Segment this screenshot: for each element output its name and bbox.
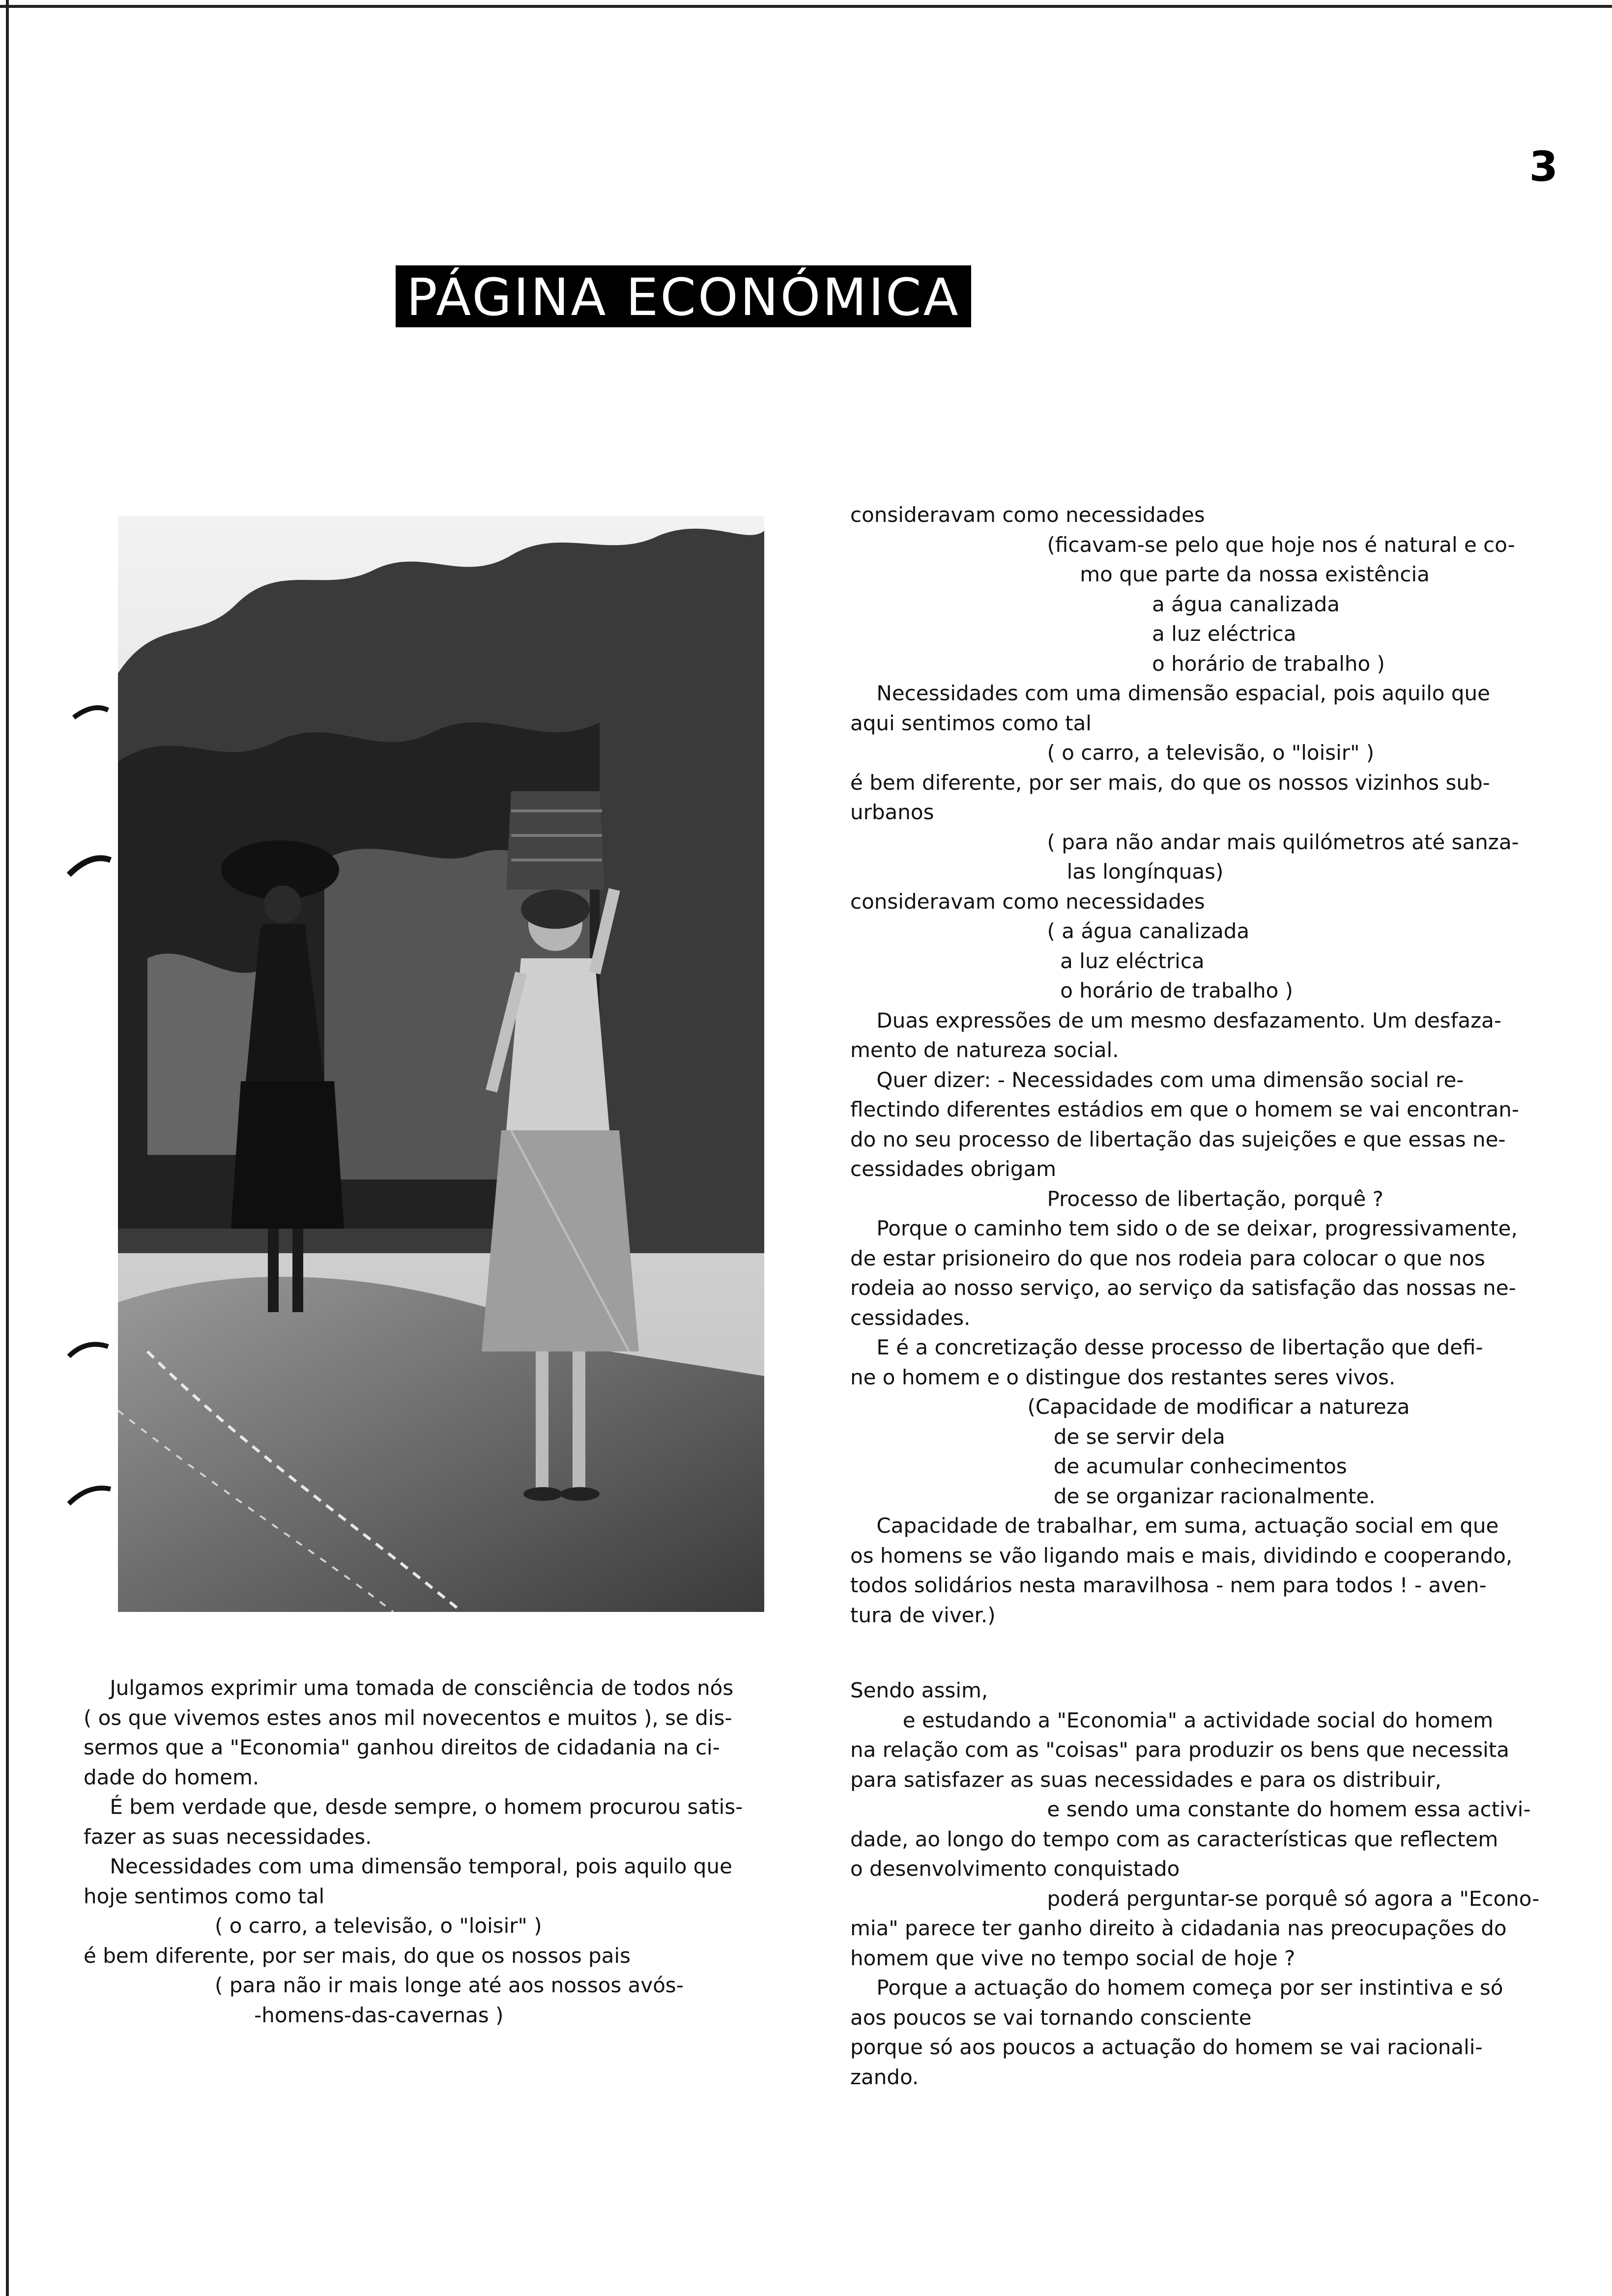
page-title: PÁGINA ECONÓMICA [396,265,971,327]
text-line: fazer as suas necessidades. [84,1824,372,1849]
text-line: flectindo diferentes estádios em que o homem se vai encontran- [850,1097,1520,1121]
text-line: mo que parte da nossa existência [850,562,1430,586]
text-line: cessidades obrigam [850,1157,1057,1181]
text-line: aos poucos se vai tornando consciente [850,2005,1252,2030]
text-line: Duas expressões de um mesmo desfazamento. Um desfaza- [850,1008,1502,1033]
text-line: mia" parece ter ganho direito à cidadania nas preocupações do [850,1916,1507,1940]
text-line: ne o homem e o distingue dos restantes seres vivos. [850,1365,1396,1389]
text-line: o horário de trabalho ) [850,651,1385,676]
text-line: tura de viver.) [850,1603,996,1627]
text-line: Necessidades com uma dimensão espacial, pois aquilo que [850,681,1490,705]
text-line: hoje sentimos como tal [84,1884,325,1908]
text-line: do no seu processo de libertação das sujeições e que essas ne- [850,1127,1506,1151]
text-line: o desenvolvimento conquistado [850,1857,1180,1881]
text-line: ( para não ir mais longe até aos nossos avós- [84,1973,684,1997]
text-line: na relação com as "coisas" para produzir os bens que necessita [850,1738,1509,1762]
text-line: mento de natureza social. [850,1038,1119,1062]
text-line: de acumular conhecimentos [850,1454,1347,1478]
text-line: Processo de libertação, porquê ? [850,1186,1383,1211]
text-line: Capacidade de trabalhar, em suma, actuação social em que [850,1514,1499,1538]
article-text-right-top [850,500,1533,1630]
text-line: consideravam como necessidades [850,503,1205,527]
text-line: porque só aos poucos a actuação do homem se vai racionali- [850,2035,1483,2059]
text-line: a luz eléctrica [850,948,1205,973]
text-line: Quer dizer: - Necessidades com uma dimensão social re- [850,1067,1464,1092]
text-line: Julgamos exprimir uma tomada de consciência de todos nós [84,1676,734,1700]
text-line: a luz eléctrica [850,622,1296,646]
text-line: de estar prisioneiro do que nos rodeia para colocar o que nos [850,1246,1485,1270]
text-line: urbanos [850,800,934,824]
text-line: (Capacidade de modificar a natureza [850,1395,1410,1419]
text-line: E é a concretização desse processo de libertação que defi- [850,1335,1483,1359]
text-line: ( a água canalizada [850,919,1250,943]
article-text-left-bottom [84,1673,772,2030]
page-number: 3 [1529,143,1558,191]
text-line: (ficavam-se pelo que hoje nos é natural e co- [850,532,1515,557]
text-line: o horário de trabalho ) [850,978,1294,1003]
text-line: poderá perguntar-se porquê só agora a "Econo- [850,1886,1540,1911]
text-line: de se organizar racionalmente. [850,1484,1376,1508]
text-line: ( os que vivemos estes anos mil novecentos e muitos ), se dis- [84,1705,732,1730]
text-line: e estudando a "Economia" a actividade social do homem [850,1708,1494,1732]
text-line: a água canalizada [850,592,1340,616]
photo-women-carrying-baskets [118,516,764,1612]
text-line: é bem diferente, por ser mais, do que os nossos vizinhos sub- [850,770,1490,795]
text-line: Porque o caminho tem sido o de se deixar, progressivamente, [850,1216,1518,1240]
text-line: ( para não andar mais quilómetros até sanza- [850,830,1519,854]
text-line: para satisfazer as suas necessidades e para os distribuir, [850,1767,1441,1792]
text-line: homem que vive no tempo social de hoje ? [850,1946,1295,1970]
text-line: e sendo uma constante do homem essa activi- [850,1797,1531,1821]
text-line: os homens se vão ligando mais e mais, dividindo e cooperando, [850,1543,1513,1568]
text-line: dade, ao longo do tempo com as características que reflectem [850,1827,1498,1851]
text-line: -homens-das-cavernas ) [84,2003,504,2027]
text-line: aqui sentimos como tal [850,711,1092,735]
text-line: sermos que a "Economia" ganhou direitos de cidadania na ci- [84,1735,720,1759]
text-line: cessidades. [850,1305,971,1330]
text-line: las longínquas) [850,860,1224,884]
text-line: de se servir dela [850,1424,1225,1449]
text-line: É bem verdade que, desde sempre, o homem procurou satis- [84,1795,743,1819]
text-line: rodeia ao nosso serviço, ao serviço da satisfação das nossas ne- [850,1276,1516,1300]
text-line: é bem diferente, por ser mais, do que os nossos pais [84,1943,631,1968]
text-line: dade do homem. [84,1765,259,1789]
article-text-right-bottom [850,1676,1540,2092]
text-line: zando. [850,2065,919,2089]
text-line: consideravam como necessidades [850,889,1205,914]
text-line: todos solidários nesta maravilhosa - nem para todos ! - aven- [850,1573,1487,1597]
text-line: Porque a actuação do homem começa por ser instintiva e só [850,1976,1503,2000]
text-line: Necessidades com uma dimensão temporal, pois aquilo que [84,1854,732,1878]
text-line: ( o carro, a televisão, o "loisir" ) [850,741,1375,765]
text-line: ( o carro, a televisão, o "loisir" ) [84,1914,542,1938]
text-line: Sendo assim, [850,1678,988,1702]
